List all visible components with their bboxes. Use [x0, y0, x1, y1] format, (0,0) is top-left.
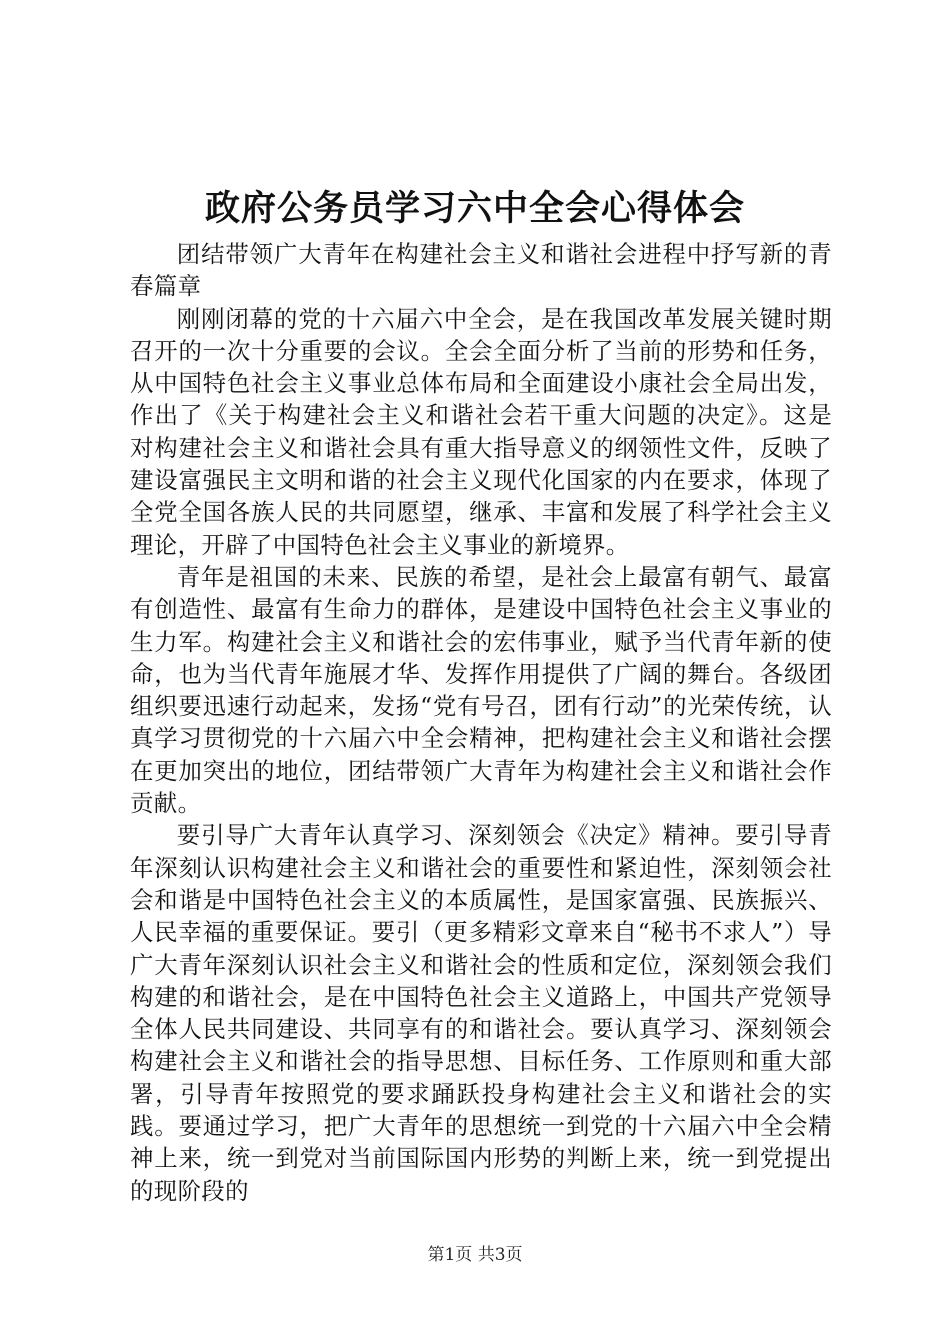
document-body: [130, 238, 832, 1207]
paragraph-2: 青年是祖国的未来、民族的希望，是社会上最富有朝气、最富有创造性、最富有生命力的群体，是建设中国特色社会主义事业的生力军。构建社会主义和谐社会的宏伟事业，赋予当代青年新的使命，也为当代青年施展才华、发挥作用提供了广阔的舞台。各级团组织要迅速行动起来，发扬“党有号召，团有行动”的光荣传统，认真学习贯彻党的十六届六中全会精神，把构建社会主义和谐社会摆在更加突出的地位，团结带领广大青年为构建社会主义和谐社会作贡献。: [130, 562, 832, 818]
paragraph-subtitle: 团结带领广大青年在构建社会主义和谐社会进程中抒写新的青春篇章: [130, 240, 832, 301]
document-title: 政府公务员学习六中全会心得体会: [204, 188, 745, 229]
paragraph-3: 要引导广大青年认真学习、深刻领会《决定》精神。要引导青年深刻认识构建社会主义和谐社会的重要性和紧迫性，深刻领会社会和谐是中国特色社会主义的本质属性，是国家富强、民族振兴、人民幸福的重要保证。要引（更多精彩文章来自“秘书不求人”）导广大青年深刻认识社会主义和谐社会的性质和定位，深刻领会我们构建的和谐社会，是在中国特色社会主义道路上，中国共产党领导全体人民共同建设、共同享有的和谐社会。要认真学习、深刻领会构建社会主义和谐社会的指导思想、目标任务、工作原则和重大部署，引导青年按照党的要求踊跃投身构建社会主义和谐社会的实践。要通过学习，把广大青年的思想统一到党的十六届六中全会精神上来，统一到党对当前国际国内形势的判断上来，统一到党提出的现阶段的: [130, 821, 832, 1205]
page-number-footer: 第1页 共3页: [427, 1245, 523, 1265]
paragraph-1: 刚刚闭幕的党的十六届六中全会，是在我国改革发展关键时期召开的一次十分重要的会议。全会全面分析了当前的形势和任务，从中国特色社会主义事业总体布局和全面建设小康社会全局出发，作出了《关于构建社会主义和谐社会若干重大问题的决定》。这是对构建社会主义和谐社会具有重大指导意义的纲领性文件，反映了建设富强民主文明和谐的社会主义现代化国家的内在要求，体现了全党全国各族人民的共同愿望，继承、丰富和发展了科学社会主义理论，开辟了中国特色社会主义事业的新境界。: [130, 304, 832, 559]
